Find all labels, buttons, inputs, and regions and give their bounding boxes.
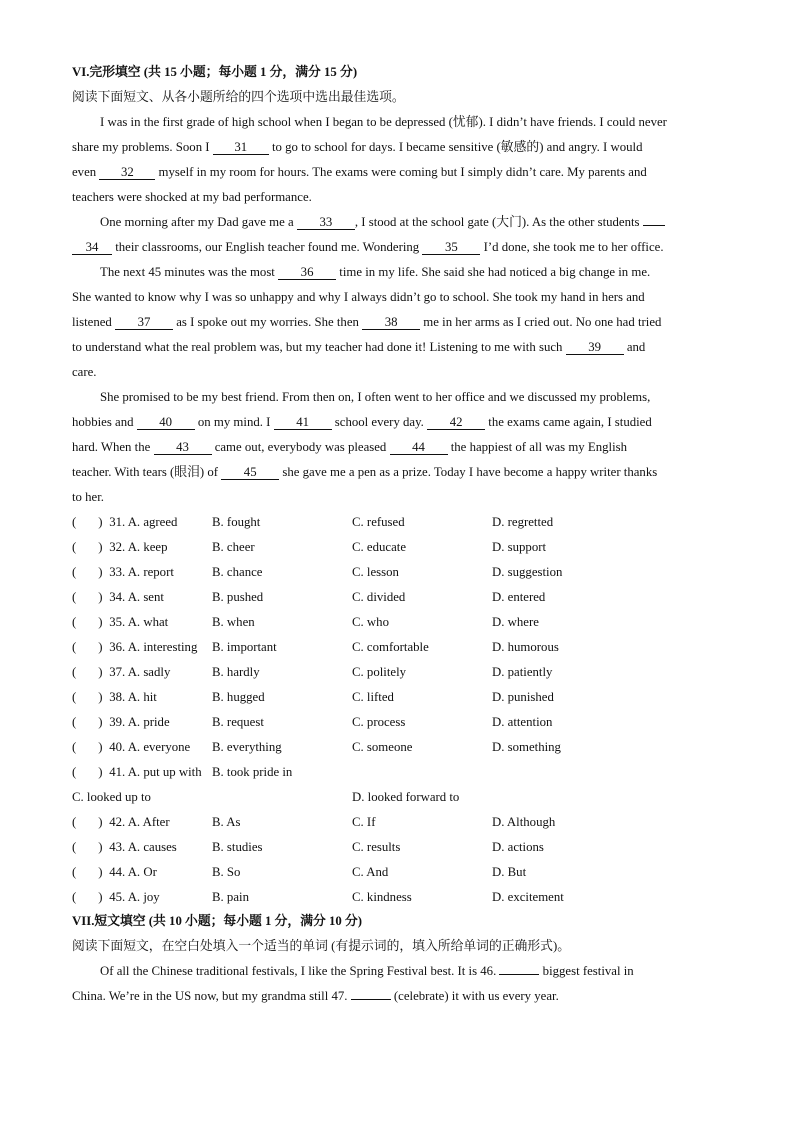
option-d[interactable]: D. support (492, 540, 547, 554)
section-7-line-1: Of all the Chinese traditional festivals, I like the Spring Festival best. It is 46. biggest festival in (100, 964, 634, 978)
blank-43[interactable]: 43 (154, 440, 212, 455)
option-c[interactable]: C. someone (352, 740, 413, 754)
option-b[interactable]: B. studies (212, 840, 263, 854)
option-d[interactable]: D. something (492, 740, 561, 754)
question-33: ( ) 33. A. report (72, 565, 174, 579)
blank-45[interactable]: 45 (221, 465, 279, 480)
passage-line-6: 34 their classrooms, our English teacher found me. Wondering 35 I’d done, she took me to her office. (72, 239, 664, 256)
question-31: ( ) 31. A. agreed (72, 515, 178, 529)
option-c[interactable]: C. results (352, 840, 401, 854)
option-b[interactable]: B. everything (212, 740, 282, 754)
option-d[interactable]: D. entered (492, 590, 546, 604)
question-37: ( ) 37. A. sadly (72, 665, 171, 679)
option-b[interactable]: B. took pride in (212, 765, 293, 779)
option-b[interactable]: B. fought (212, 515, 261, 529)
passage-line-1: I was in the first grade of high school when I began to be depressed (忧郁). I didn’t have friends. I could never (100, 115, 667, 129)
passage-line-8: She wanted to know why I was so unhappy and why I always didn’t go to school. She took my hand in hers and (72, 290, 645, 304)
option-d[interactable]: D. Although (492, 815, 556, 829)
passage-line-16: to her. (72, 490, 104, 504)
question-45: ( ) 45. A. joy (72, 890, 160, 904)
option-c[interactable]: C. comfortable (352, 640, 429, 654)
section-7-title: VII.短文填空 (共 10 小题；每小题 1 分，满分 10 分) (72, 914, 363, 928)
option-b[interactable]: B. So (212, 865, 241, 879)
blank-47[interactable] (351, 999, 391, 1000)
option-c[interactable]: C. politely (352, 665, 407, 679)
blank-34-start (643, 225, 665, 226)
option-d[interactable]: D. actions (492, 840, 544, 854)
section-6-title: VI.完形填空 (共 15 小题；每小题 1 分，满分 15 分) (72, 65, 358, 79)
option-b[interactable]: B. hugged (212, 690, 265, 704)
question-34: ( ) 34. A. sent (72, 590, 164, 604)
option-c[interactable]: C. who (352, 615, 389, 629)
option-d[interactable]: D. excitement (492, 890, 564, 904)
option-b[interactable]: B. pushed (212, 590, 264, 604)
option-b[interactable]: B. hardly (212, 665, 260, 679)
passage-line-3: even 32 myself in my room for hours. The exams were coming but I simply didn’t care. My parents and (72, 165, 647, 179)
blank-41[interactable]: 41 (274, 415, 332, 430)
option-d[interactable]: D. But (492, 865, 527, 879)
option-d[interactable]: D. where (492, 615, 539, 629)
blank-46[interactable] (499, 974, 539, 975)
question-36: ( ) 36. A. interesting (72, 640, 198, 654)
question-38: ( ) 38. A. hit (72, 690, 157, 704)
section-7-line-2: China. We’re in the US now, but my grandma still 47. (celebrate) it with us every year. (72, 989, 559, 1003)
option-b[interactable]: B. request (212, 715, 264, 729)
passage-line-12: She promised to be my best friend. From then on, I often went to her office and we discussed my problems, (100, 390, 651, 404)
blank-32[interactable]: 32 (99, 165, 155, 180)
question-32: ( ) 32. A. keep (72, 540, 168, 554)
passage-line-10: to understand what the real problem was, but my teacher had done it! Listening to me with such 39 and (72, 340, 646, 354)
option-d[interactable]: D. patiently (492, 665, 553, 679)
passage-line-14: hard. When the 43 came out, everybody was pleased 44 the happiest of all was my English (72, 440, 628, 454)
option-b[interactable]: B. important (212, 640, 277, 654)
option-c[interactable]: C. refused (352, 515, 405, 529)
blank-40[interactable]: 40 (137, 415, 195, 430)
option-c[interactable]: C. educate (352, 540, 407, 554)
blank-35[interactable]: 35 (422, 240, 480, 255)
passage-line-15: teacher. With tears (眼泪) of 45 she gave me a pen as a prize. Today I have become a happy writer thanks (72, 465, 658, 479)
passage-line-11: care. (72, 365, 97, 379)
section-6-instruction: 阅读下面短文、从各小题所给的四个选项中选出最佳选项。 (72, 90, 405, 104)
blank-38[interactable]: 38 (362, 315, 420, 330)
option-b[interactable]: B. when (212, 615, 255, 629)
question-40: ( ) 40. A. everyone (72, 740, 191, 754)
passage-line-5: One morning after my Dad gave me a 33 , I stood at the school gate (大门). As the other students (100, 214, 665, 231)
blank-39[interactable]: 39 (566, 340, 624, 355)
option-b[interactable]: B. pain (212, 890, 249, 904)
option-d[interactable]: D. regretted (492, 515, 554, 529)
option-c[interactable]: C. And (352, 865, 389, 879)
blank-34[interactable]: 34 (72, 240, 112, 255)
blank-42[interactable]: 42 (427, 415, 485, 430)
passage-line-7: The next 45 minutes was the most 36 time in my life. She said she had noticed a big change in me. (100, 265, 651, 279)
blank-37[interactable]: 37 (115, 315, 173, 330)
section-7-instruction: 阅读下面短文，在空白处填入一个适当的单词 (有提示词的，填入所给单词的正确形式)。 (72, 939, 571, 953)
passage-line-9: listened 37 as I spoke out my worries. She then 38 me in her arms as I cried out. No one had tried (72, 315, 662, 329)
option-c[interactable]: C. lifted (352, 690, 394, 704)
option-b[interactable]: B. cheer (212, 540, 255, 554)
question-42: ( ) 42. A. After (72, 815, 170, 829)
question-39: ( ) 39. A. pride (72, 715, 170, 729)
passage-line-4: teachers were shocked at my bad performance. (72, 190, 312, 204)
option-d[interactable]: D. looked forward to (352, 790, 460, 804)
blank-36[interactable]: 36 (278, 265, 336, 280)
passage-line-13: hobbies and 40 on my mind. I 41 school every day. 42 the exams came again, I studied (72, 415, 652, 429)
option-d[interactable]: D. suggestion (492, 565, 563, 579)
passage-line-2: share my problems. Soon I 31 to go to school for days. I became sensitive (敏感的) and angry. I would (72, 140, 643, 154)
option-c[interactable]: C. kindness (352, 890, 412, 904)
question-43: ( ) 43. A. causes (72, 840, 177, 854)
option-c[interactable]: C. lesson (352, 565, 399, 579)
question-35: ( ) 35. A. what (72, 615, 169, 629)
option-c[interactable]: C. If (352, 815, 376, 829)
question-44: ( ) 44. A. Or (72, 865, 157, 879)
blank-33[interactable]: 33 (297, 215, 355, 230)
option-d[interactable]: D. punished (492, 690, 554, 704)
option-b[interactable]: B. chance (212, 565, 263, 579)
option-c[interactable]: C. process (352, 715, 406, 729)
option-d[interactable]: D. attention (492, 715, 553, 729)
option-b[interactable]: B. As (212, 815, 241, 829)
blank-31[interactable]: 31 (213, 140, 269, 155)
blank-44[interactable]: 44 (390, 440, 448, 455)
option-d[interactable]: D. humorous (492, 640, 559, 654)
option-c[interactable]: C. divided (352, 590, 406, 604)
question-41: ( ) 41. A. put up with (72, 765, 202, 779)
option-c[interactable]: C. looked up to (72, 790, 151, 804)
